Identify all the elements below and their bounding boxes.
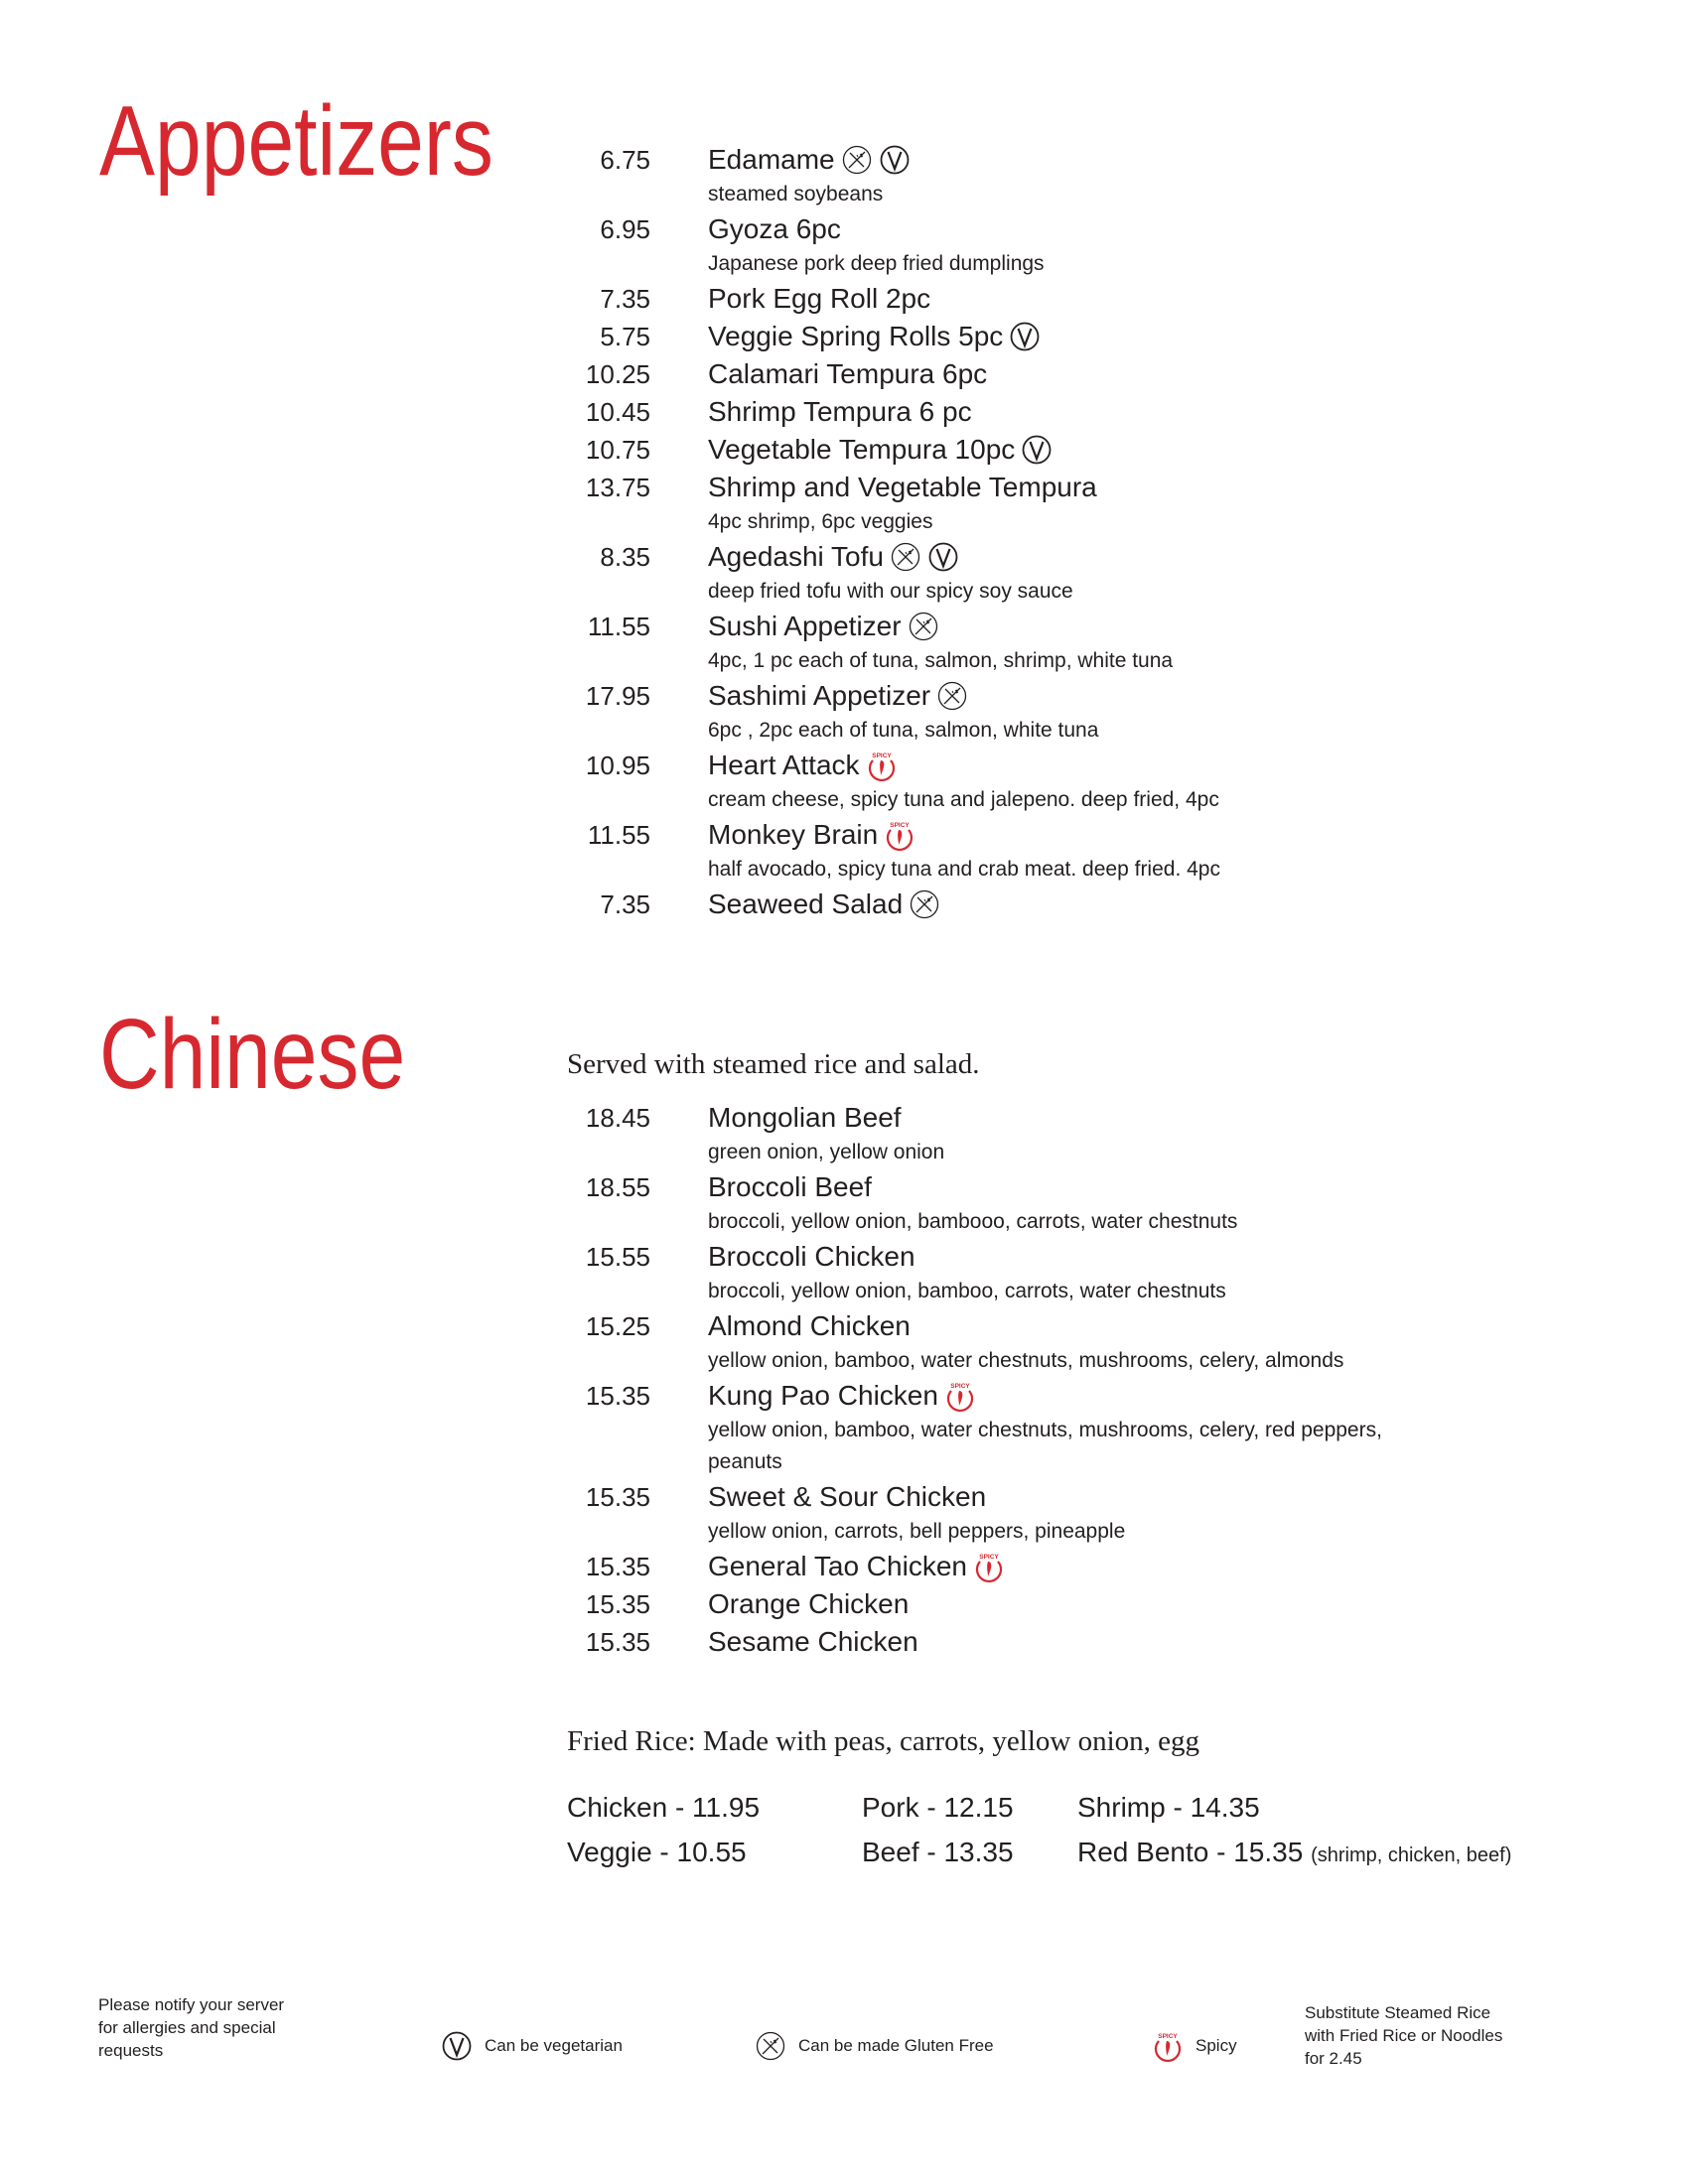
fried-rice-option-label: Red Bento - 15.35 [1077,1837,1304,1867]
menu-item [556,1548,1549,1585]
item-name: Sashimi Appetizer [708,680,931,711]
item-name-line [708,1099,944,1137]
menu-item [556,469,1549,538]
menu-item [556,1099,1549,1168]
item-price: 17.95 [585,681,650,711]
item-description: broccoli, yellow onion, bambooo, carrots, water chestnuts [708,1210,1238,1233]
item-price: 15.25 [585,1311,650,1341]
item-name-line [708,886,940,923]
menu-item [556,816,1549,886]
item-body [708,608,1173,677]
legend-label: Spicy [1196,2036,1237,2055]
item-price: 13.75 [585,473,650,502]
item-price: 10.45 [585,397,650,427]
item-body [708,318,1041,355]
gluten-free-icon [909,888,940,920]
legend-vegetarian [441,2030,623,2062]
item-price: 10.25 [585,359,650,389]
item-body [708,816,1220,886]
item-price: 18.45 [585,1103,650,1133]
item-body [708,1099,944,1168]
chinese-list [556,1099,1549,1661]
red-bento-note: (shrimp, chicken, beef) [1311,1844,1512,1866]
item-body [708,280,930,318]
item-price: 15.35 [585,1381,650,1411]
fried-rice-row [567,1785,1511,1830]
item-description: 6pc , 2pc each of tuna, salmon, white tuna [708,719,1099,742]
item-description: yellow onion, carrots, bell peppers, pineapple [708,1520,1126,1543]
item-body [708,1623,918,1661]
vegetarian-icon [927,541,959,573]
item-description: half avocado, spicy tuna and crab meat. deep fried. 4pc [708,858,1220,881]
item-price: 6.95 [600,214,650,244]
menu-item [556,886,1549,923]
item-name: Sushi Appetizer [708,611,902,641]
item-price: 10.75 [585,435,650,465]
item-body [708,210,1045,280]
menu-item [556,393,1549,431]
item-name-line [708,393,972,431]
menu-item [556,1585,1549,1623]
legend-label: Can be made Gluten Free [798,2036,994,2055]
fried-rice-option: Veggie - 10.55 [567,1837,747,1867]
substitute-note: Substitute Steamed Rice with Fried Rice or Noodles for 2.45 [1305,2003,1503,2068]
item-name-line [708,1377,1383,1415]
item-price: 5.75 [600,322,650,351]
item-description: broccoli, yellow onion, bamboo, carrots, water chestnuts [708,1280,1226,1302]
item-body [708,677,1098,747]
item-price: 18.55 [585,1172,650,1202]
menu-item [556,747,1549,816]
item-name: Sweet & Sour Chicken [708,1481,987,1512]
item-body [708,1377,1383,1478]
fried-rice-grid [567,1785,1511,1878]
item-name: Seaweed Salad [708,888,904,919]
gluten-free-icon [841,144,873,176]
menu-item [556,318,1549,355]
menu-item [556,1307,1549,1377]
item-name: Broccoli Beef [708,1171,872,1202]
menu-item [556,210,1549,280]
legend-label: Can be vegetarian [485,2036,623,2055]
chinese-subtitle: Served with steamed rice and salad. [567,1048,980,1080]
item-description: yellow onion, bamboo, water chestnuts, mushrooms, celery, red peppers, peanuts [708,1419,1382,1473]
item-description: yellow onion, bamboo, water chestnuts, mushrooms, celery, almonds [708,1349,1344,1372]
svg-text:SPICY: SPICY [950,1383,970,1390]
menu-item [556,608,1549,677]
item-name: Almond Chicken [708,1310,911,1341]
menu-item [556,141,1549,210]
item-description: deep fried tofu with our spicy soy sauce [708,580,1073,603]
vegetarian-icon [1009,321,1041,352]
svg-text:SPICY: SPICY [979,1554,999,1561]
item-name-line [708,608,1173,645]
menu-item [556,1478,1549,1548]
item-price: 7.35 [600,284,650,314]
item-price: 11.55 [587,612,650,641]
item-name-line [708,355,987,393]
item-name: Gyoza 6pc [708,213,841,244]
item-body [708,538,1073,608]
spicy-icon [884,819,915,851]
item-name-line [708,1307,1343,1345]
item-body [708,393,972,431]
spicy-icon [973,1551,1005,1582]
chinese-title: Chinese [99,999,406,1110]
item-price: 10.95 [585,751,650,780]
menu-item [556,431,1549,469]
item-name: Monkey Brain [708,819,879,850]
menu-item [556,538,1549,608]
item-price: 8.35 [600,542,650,572]
item-name-line [708,1548,1005,1585]
item-name-line [708,141,911,179]
gluten-free-icon [908,611,939,642]
item-name-line [708,1238,1226,1276]
menu-item [556,1623,1549,1661]
item-price: 15.35 [585,1627,650,1657]
item-description: Japanese pork deep fried dumplings [708,252,1045,275]
gluten-free-icon [755,2030,786,2062]
menu-item [556,1377,1549,1478]
fried-rice-row [567,1830,1511,1878]
item-name: Shrimp and Vegetable Tempura [708,472,1097,502]
menu-item [556,355,1549,393]
item-description: 4pc shrimp, 6pc veggies [708,510,933,533]
item-body [708,431,1053,469]
item-name: General Tao Chicken [708,1551,967,1581]
item-price: 11.55 [587,820,650,850]
item-name-line [708,1168,1237,1206]
item-name-line [708,210,1045,248]
item-name: Calamari Tempura 6pc [708,358,988,389]
vegetarian-icon [441,2030,473,2062]
item-name-line [708,677,1098,715]
item-name-line [708,747,1219,784]
item-description: cream cheese, spicy tuna and jalepeno. deep fried, 4pc [708,788,1219,811]
appetizers-list [556,141,1549,923]
svg-text:SPICY: SPICY [890,822,910,829]
item-name: Mongolian Beef [708,1102,902,1133]
item-body [708,1307,1343,1377]
item-name: Edamame [708,144,835,175]
item-body [708,886,940,923]
item-body [708,141,911,210]
fried-rice-option: Pork - 12.15 [862,1792,1014,1823]
spicy-icon [866,750,898,781]
item-name: Orange Chicken [708,1588,910,1619]
vegetarian-icon [1021,434,1053,466]
item-price: 7.35 [600,889,650,919]
item-body [708,1585,909,1623]
legend-spicy [1152,2030,1237,2062]
item-body [708,355,987,393]
svg-text:SPICY: SPICY [1158,2033,1178,2040]
appetizers-title: Appetizers [99,85,493,197]
fried-rice-option: Beef - 13.35 [862,1837,1014,1867]
fried-rice-option: Chicken - 11.95 [567,1792,761,1823]
item-description: green onion, yellow onion [708,1141,945,1163]
item-name: Shrimp Tempura 6 pc [708,396,972,427]
item-body [708,747,1219,816]
gluten-free-icon [890,541,921,573]
menu-item [556,1238,1549,1307]
fried-rice-option [1077,1830,1511,1878]
item-body [708,469,1097,538]
item-body [708,1548,1005,1585]
item-name: Broccoli Chicken [708,1241,915,1272]
item-body [708,1478,1125,1548]
item-name: Agedashi Tofu [708,541,884,572]
item-name: Veggie Spring Rolls 5pc [708,321,1004,351]
item-name-line [708,318,1041,355]
item-name: Vegetable Tempura 10pc [708,434,1016,465]
vegetarian-icon [879,144,911,176]
item-name-line [708,816,1220,854]
item-price: 15.35 [585,1482,650,1512]
item-name: Kung Pao Chicken [708,1380,938,1411]
menu-item [556,280,1549,318]
fried-rice-heading: Fried Rice: Made with peas, carrots, yellow onion, egg [567,1725,1200,1757]
item-price: 15.35 [585,1589,650,1619]
item-name: Sesame Chicken [708,1626,918,1657]
item-name-line [708,431,1053,469]
menu-item [556,1168,1549,1238]
item-name-line [708,1623,918,1661]
spicy-icon [1152,2030,1184,2062]
item-name-line [708,538,1073,576]
spicy-icon [944,1380,976,1412]
svg-text:SPICY: SPICY [871,752,892,759]
allergy-note: Please notify your server for allergies and special requests [98,1995,285,2060]
item-name: Pork Egg Roll 2pc [708,283,931,314]
item-body [708,1168,1237,1238]
item-name: Heart Attack [708,750,860,780]
item-name-line [708,469,1097,506]
fried-rice-option: Shrimp - 14.35 [1077,1792,1260,1823]
item-description: steamed soybeans [708,183,884,205]
item-name-line [708,280,930,318]
item-price: 15.55 [585,1242,650,1272]
legend-gluten-free [755,2030,994,2062]
item-price: 6.75 [600,145,650,175]
item-name-line [708,1478,1125,1516]
menu-item [556,677,1549,747]
item-name-line [708,1585,909,1623]
item-price: 15.35 [585,1552,650,1581]
item-description: 4pc, 1 pc each of tuna, salmon, shrimp, white tuna [708,649,1174,672]
item-body [708,1238,1226,1307]
gluten-free-icon [936,680,968,712]
